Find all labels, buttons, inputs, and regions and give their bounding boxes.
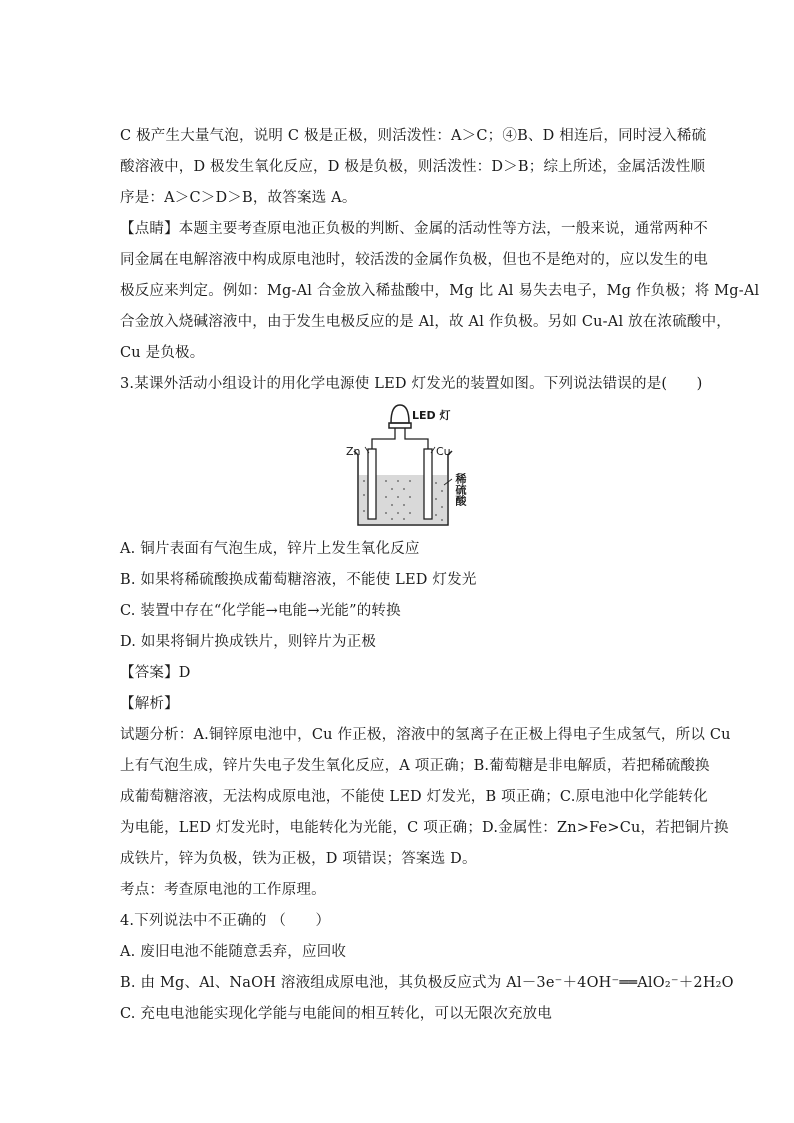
analysis-line: 成葡萄糖溶液，无法构成原电池，不能使 LED 灯发光，B 项正确；C.原电池中化学能转化 bbox=[120, 789, 708, 805]
analysis-line: 试题分析：A.铜锌原电池中，Cu 作正极，溶液中的氢离子在正极上得电子生成氢气，所以 Cu bbox=[120, 727, 731, 743]
option-a: A. 铜片表面有气泡生成，锌片上发生氧化反应 bbox=[120, 541, 420, 557]
zn-label: Zn bbox=[346, 445, 361, 458]
option-d: D. 如果将铜片换成铁片，则锌片为正极 bbox=[120, 634, 377, 650]
led-battery-figure bbox=[120, 401, 680, 537]
tip-line: 【点睛】本题主要考查原电池正负极的判断、金属的活动性等方法，一般来说，通常两种不 bbox=[120, 221, 708, 237]
led-label: LED 灯 bbox=[412, 409, 451, 422]
text-line: Cu 是负极。 bbox=[120, 345, 205, 361]
option-a: A. 废旧电池不能随意丢弃，应回收 bbox=[120, 944, 347, 960]
wire-right bbox=[405, 435, 428, 449]
option-c: C. 装置中存在“化学能→电能→光能”的转换 bbox=[120, 603, 401, 619]
led-base bbox=[389, 423, 411, 428]
text-line: C 极产生大量气泡，说明 C 极是正极，则活泼性：A＞C；④B、D 相连后，同时浸入稀硫 bbox=[120, 128, 707, 144]
text-line: 同金属在电解溶液中构成原电池时，较活泼的金属作负极，但也不是绝对的，应以发生的电 bbox=[120, 252, 708, 268]
text-line: 极反应来判定。例如：Mg-Al 合金放入稀盐酸中，Mg 比 Al 易失去电子，Mg 作负极；将 Mg-Al bbox=[120, 283, 760, 299]
option-b: B. 如果将稀硫酸换成葡萄糖溶液，不能使 LED 灯发光 bbox=[120, 572, 477, 588]
analysis-line: 成铁片，锌为负极，铁为正极，D 项错误；答案选 D。 bbox=[120, 851, 477, 867]
text-line: 合金放入烧碱溶液中，由于发生电极反应的是 Al，故 Al 作负极。另如 Cu-Al 放在浓硫酸中， bbox=[120, 314, 732, 330]
acid-label: 稀硫酸 bbox=[454, 473, 467, 506]
copper-electrode bbox=[424, 449, 432, 519]
text-line: 序是：A＞C＞D＞B，故答案选 A。 bbox=[120, 190, 357, 206]
cu-label: Cu bbox=[436, 445, 451, 458]
led-bulb-icon bbox=[391, 405, 409, 423]
text-line: 酸溶液中，D 极发生氧化反应，D 极是负极，则活泼性：D＞B；综上所述，金属活泼性顺 bbox=[120, 159, 706, 175]
question-4-stem: 4.下列说法中不正确的 （ ） bbox=[120, 913, 331, 929]
document-page bbox=[120, 128, 760, 1037]
analysis-line: 为电能，LED 灯发光时，电能转化为光能，C 项正确；D.金属性：Zn>Fe>Cu，若把铜片换 bbox=[120, 820, 729, 836]
wire-left bbox=[372, 435, 395, 449]
answer-line: 【答案】D bbox=[120, 665, 191, 681]
key-point-line: 考点：考查原电池的工作原理。 bbox=[120, 882, 326, 898]
analysis-heading: 【解析】 bbox=[120, 696, 179, 712]
analysis-line: 上有气泡生成，锌片失电子发生氧化反应，A 项正确；B.葡萄糖是非电解质，若把稀硫酸换 bbox=[120, 758, 710, 774]
option-c: C. 充电电池能实现化学能与电能间的相互转化，可以无限次充放电 bbox=[120, 1006, 552, 1022]
question-3-stem: 3.某课外活动小组设计的用化学电源使 LED 灯发光的装置如图。下列说法错误的是( ) bbox=[120, 376, 703, 392]
option-b: B. 由 Mg、Al、NaOH 溶液组成原电池，其负极反应式为 Al－3e⁻＋4OH⁻══AlO₂⁻＋2H₂O bbox=[120, 975, 734, 991]
zinc-electrode bbox=[368, 449, 376, 519]
